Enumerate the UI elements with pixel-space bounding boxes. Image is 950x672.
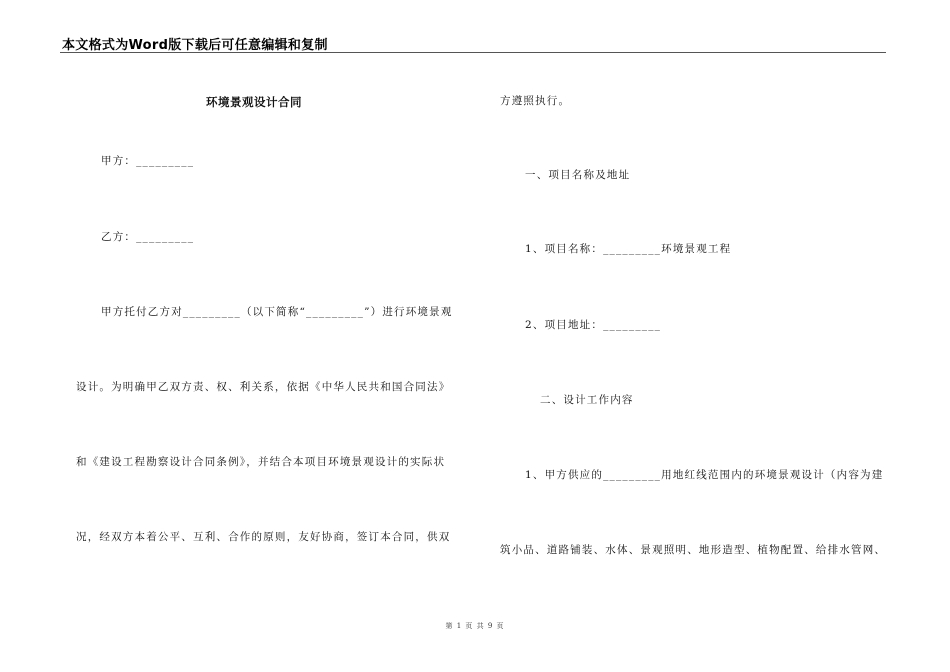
party-b-line: 乙方：_________ xyxy=(101,231,195,243)
party-a-line: 甲方：_________ xyxy=(101,155,195,167)
paragraph-line: 1、甲方供应的_________用地红线范围内的环境景观设计（内容为建 xyxy=(525,469,884,481)
paragraph-line: 和《建设工程勘察设计合同条例》，并结合本项目环境景观设计的实际状 xyxy=(76,456,446,468)
header-title: 本文格式为Word版下载后可任意编辑和复制 xyxy=(62,38,328,53)
section-heading: 一、项目名称及地址 xyxy=(525,169,631,181)
project-address-line: 2、项目地址：_________ xyxy=(525,319,662,331)
header-rule xyxy=(60,52,886,53)
paragraph-line: 方遵照执行。 xyxy=(500,95,571,107)
paragraph-line: 甲方托付乙方对_________（以下简称“_________”）进行环境景观 xyxy=(101,306,453,318)
paragraph-line: 况，经双方本着公平、互利、合作的原则，友好协商，签订本合同，供双 xyxy=(76,531,451,543)
project-name-line: 1、项目名称：_________环境景观工程 xyxy=(525,243,732,255)
section-heading: 二、设计工作内容 xyxy=(540,394,634,406)
document-title: 环境景观设计合同 xyxy=(206,95,302,109)
page-footer: 第 1 页 共 9 页 xyxy=(445,622,505,630)
paragraph-line: 设计。为明确甲乙双方责、权、利关系，依据《中华人民共和国合同法》 xyxy=(76,381,451,393)
paragraph-line: 筑小品、道路铺装、水体、景观照明、地形造型、植物配置、给排水管网、 xyxy=(500,544,887,556)
